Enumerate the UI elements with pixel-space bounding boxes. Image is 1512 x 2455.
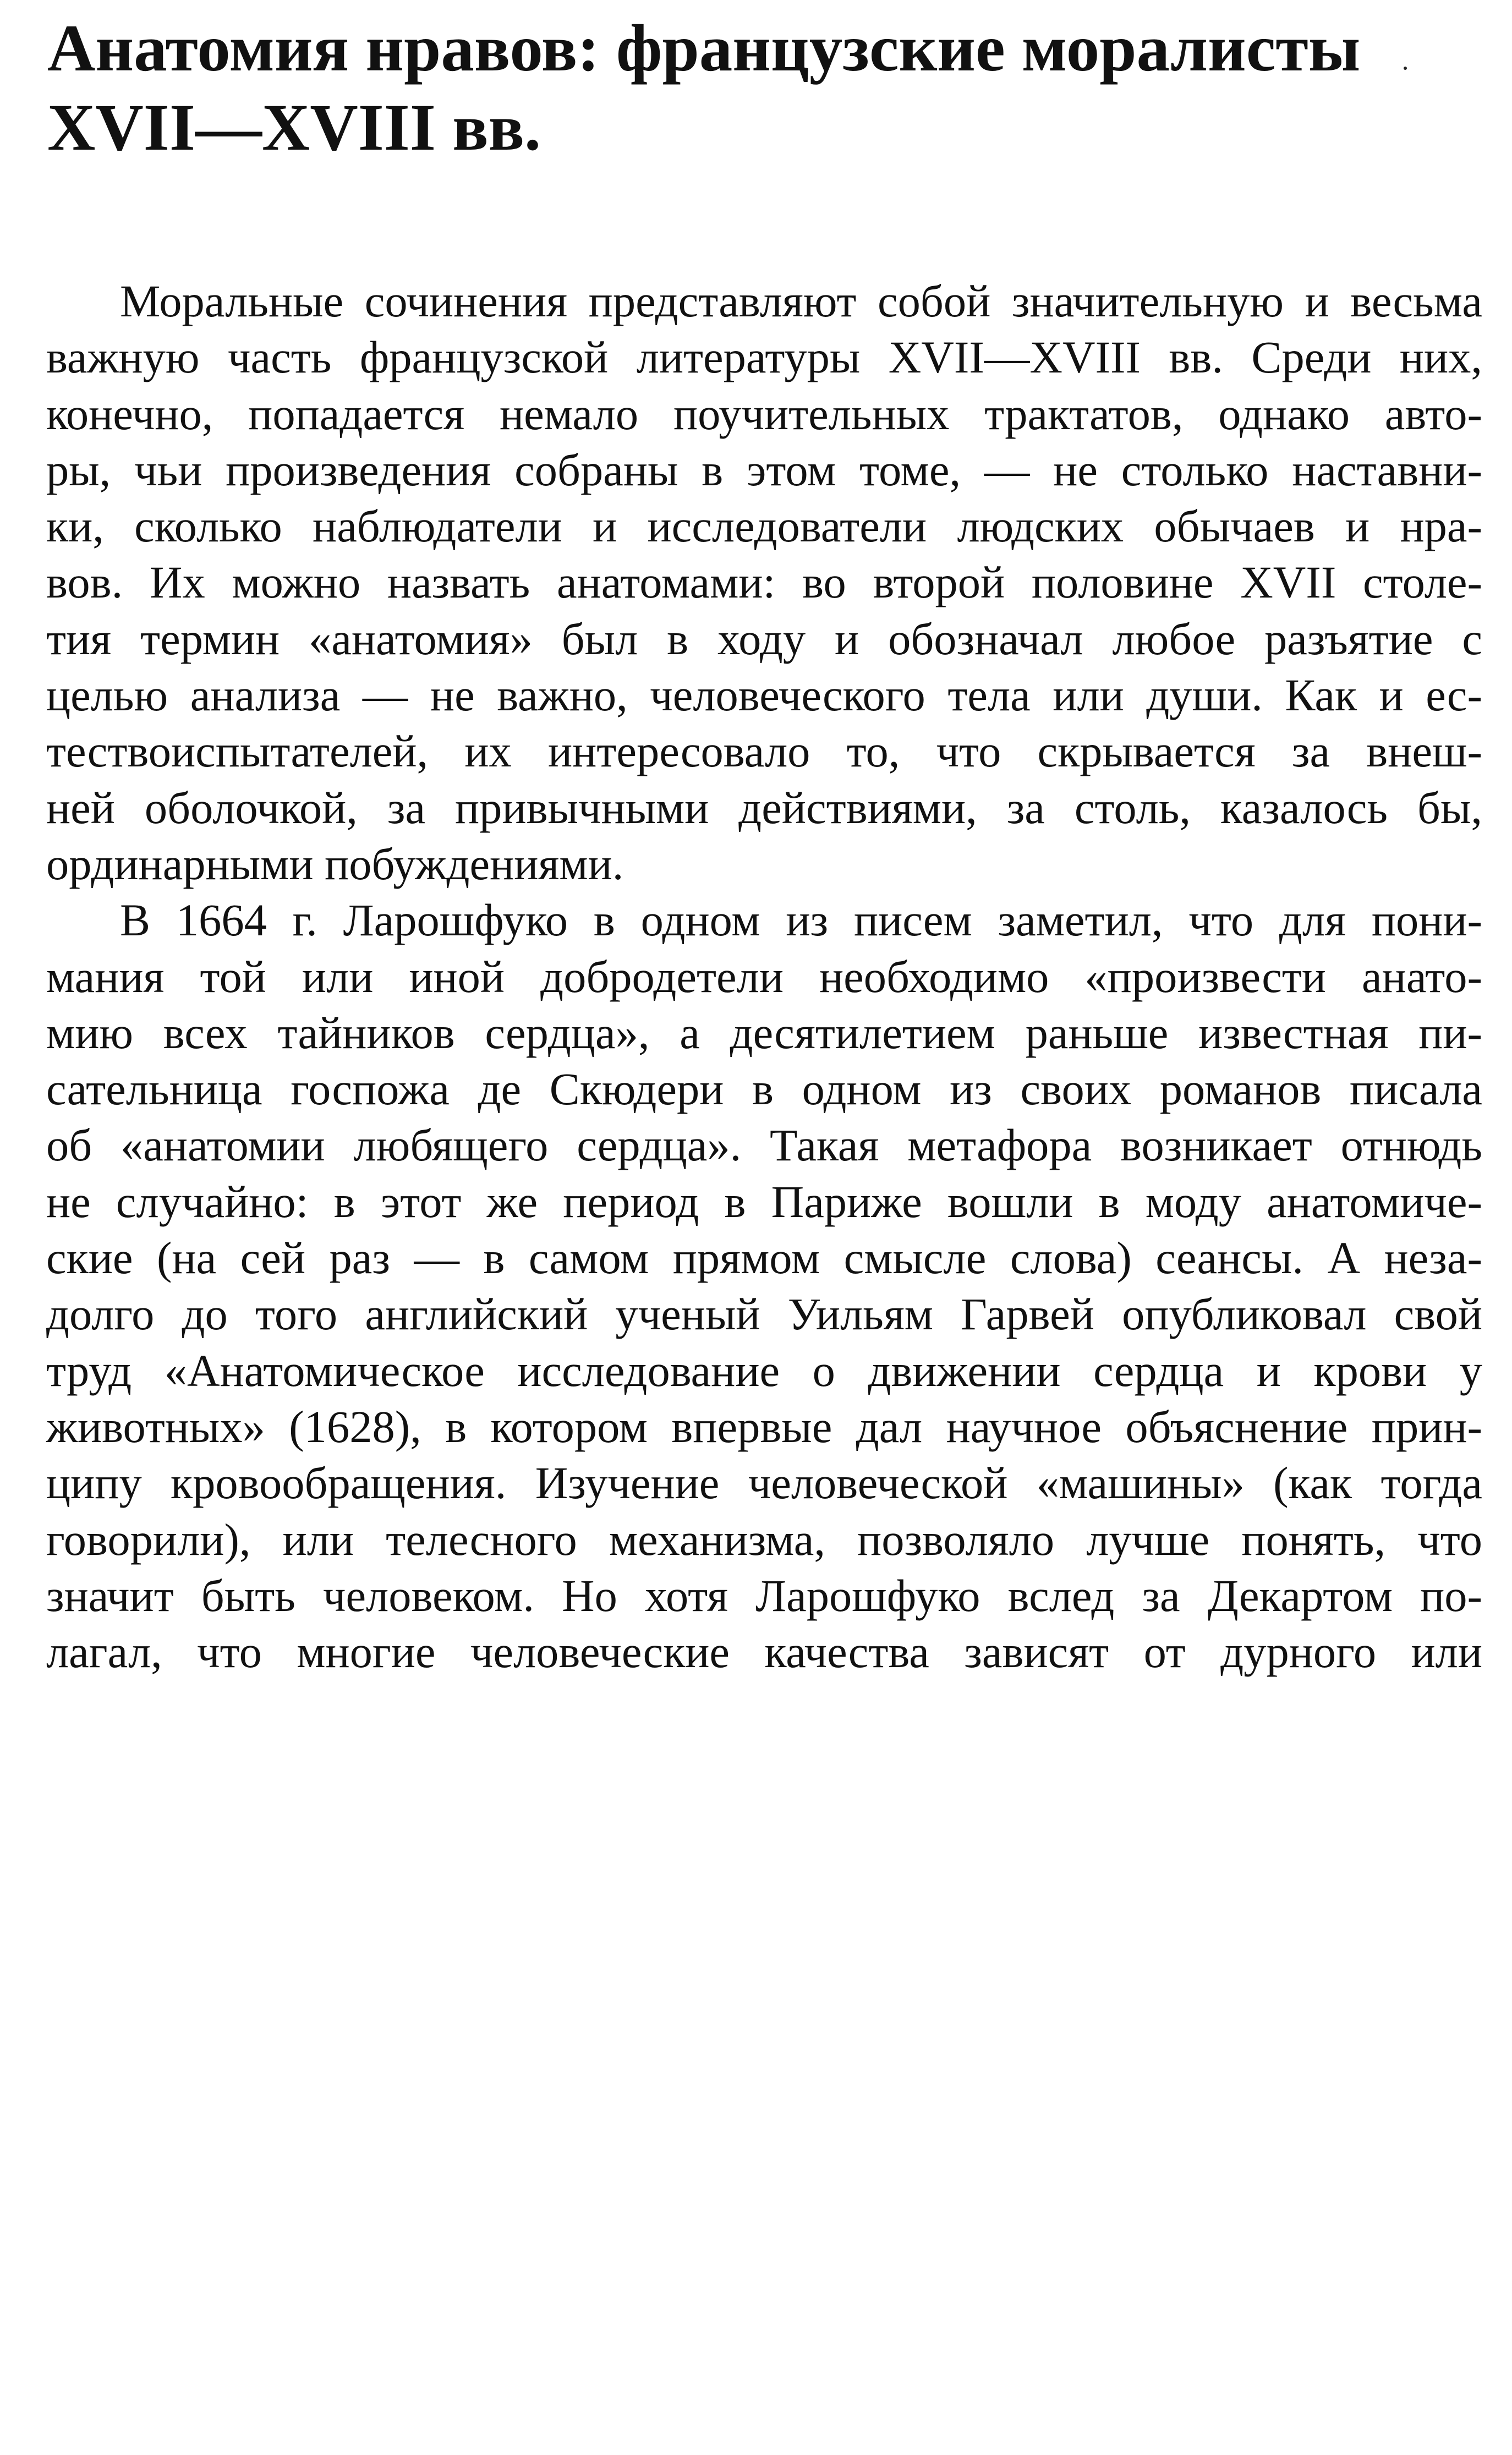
text-line: ординарными побуждениями. [46, 838, 624, 889]
heading-line-2: XVII—XVIII вв. [47, 91, 541, 165]
text-line: сательница госпожа де Скюдери в одном из своих романов писала [46, 1064, 1482, 1115]
text-line: труд «Анатомическое исследование о движении сердца и крови у [46, 1345, 1482, 1396]
text-line: ципу кровообращения. Изучение человеческой «машины» (как тогда [46, 1457, 1482, 1509]
text-line: мию всех тайников сердца», а десятилетием раньше известная пи- [46, 1007, 1482, 1058]
text-line: мания той или иной добродетели необходимо «произвести анато- [46, 951, 1482, 1002]
text-line: ней оболочкой, за привычными действиями, за столь, казалось бы, [46, 782, 1482, 833]
text-line: не случайно: в этот же период в Париже вошли в моду анатомиче- [46, 1176, 1482, 1227]
text-line: говорили), или телесного механизма, позволяло лучше понять, что [46, 1514, 1482, 1565]
text-line: животных» (1628), в котором впервые дал научное объяснение прин- [46, 1401, 1482, 1452]
chapter-heading [47, 9, 1456, 167]
text-line: важную часть французской литературы XVII—XVIII вв. Среди них, [46, 332, 1482, 383]
paragraph-1 [46, 273, 1482, 892]
text-line: тия термин «анатомия» был в ходу и обозначал любое разъятие с [46, 613, 1482, 664]
text-line: ки, сколько наблюдатели и исследователи людских обычаев и нра- [46, 501, 1482, 552]
text-line: об «анатомии любящего сердца». Такая метафора возникает отнюдь [46, 1120, 1482, 1171]
text-line: Моральные сочинения представляют собой значительную и весьма [120, 276, 1482, 326]
body-text [46, 273, 1482, 1680]
text-line: целью анализа — не важно, человеческого тела или души. Как и ес- [46, 670, 1482, 721]
text-line: лагал, что многие человеческие качества зависят от дурного или [46, 1626, 1482, 1678]
paragraph-2 [46, 892, 1482, 1680]
text-line: тествоиспытателей, их интересовало то, что скрывается за внеш- [46, 726, 1482, 777]
text-line: ские (на сей раз — в самом прямом смысле слова) сеансы. А неза- [46, 1232, 1482, 1284]
heading-line-1: Анатомия нравов: французские моралисты [47, 12, 1361, 85]
text-line: В 1664 г. Ларошфуко в одном из писем заметил, что для пони- [120, 895, 1482, 946]
text-line: конечно, попадается немало поучительных трактатов, однако авто- [46, 388, 1482, 439]
text-line: значит быть человеком. Но хотя Ларошфуко вслед за Декартом по- [46, 1570, 1482, 1621]
text-line: вов. Их можно назвать анатомами: во второй половине XVII столе- [46, 557, 1482, 608]
print-speck [1404, 67, 1407, 70]
text-line: долго до того английский ученый Уильям Гарвей опубликовал свой [46, 1289, 1482, 1340]
text-line: ры, чьи произведения собраны в этом томе, — не столько наставни- [46, 444, 1482, 495]
